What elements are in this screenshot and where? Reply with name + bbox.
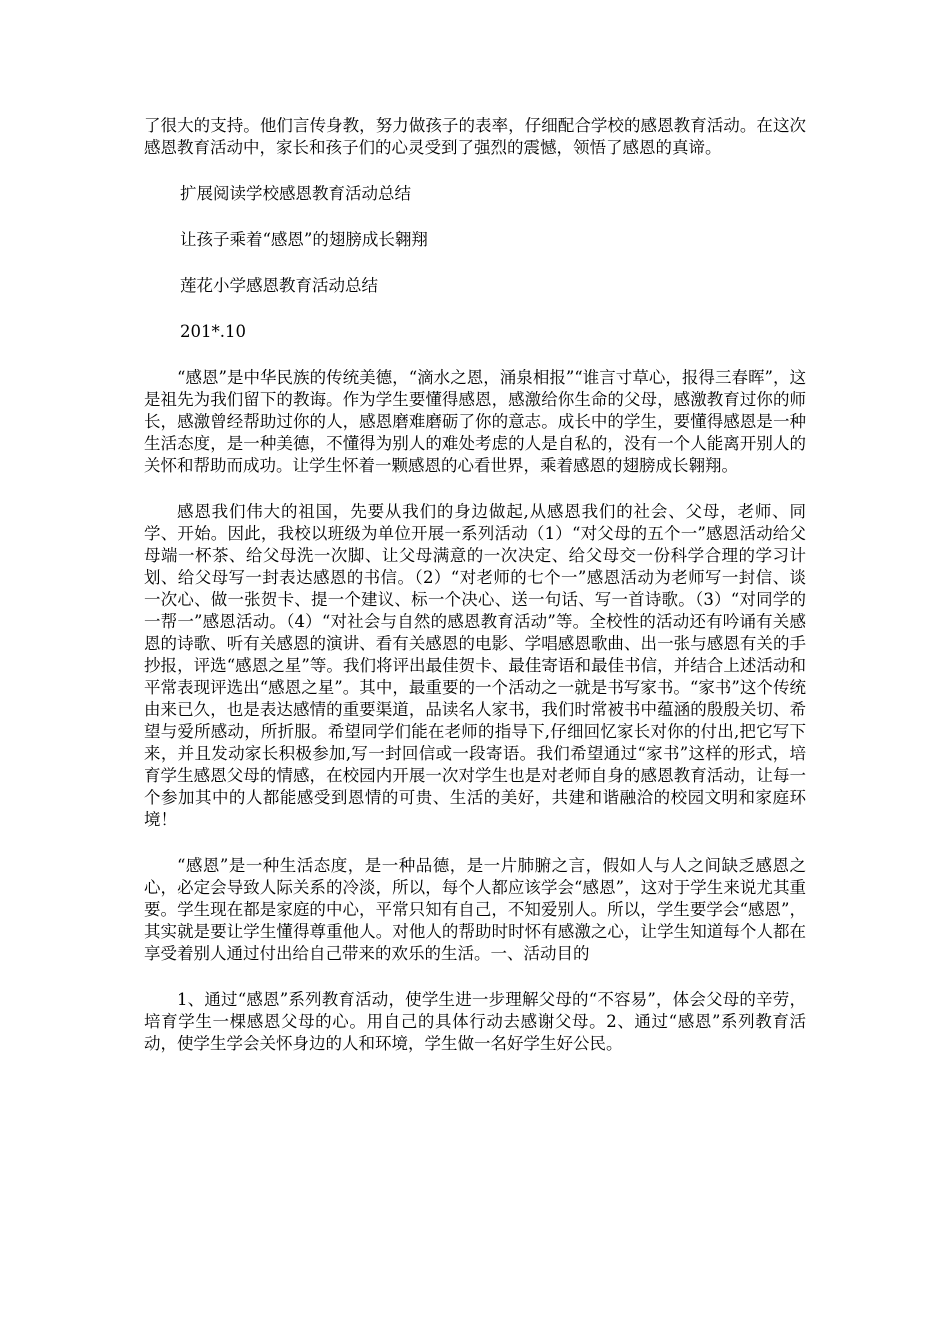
document-title: 莲花小学感恩教育活动总结 bbox=[180, 276, 378, 295]
document-subtitle: 让孩子乘着“感恩”的翅膀成长翱翔 bbox=[180, 230, 428, 249]
intro-paragraph: 了很大的支持。他们言传身教，努力做孩子的表率，仔细配合学校的感恩教育活动。在这次感恩教育活动中，家长和孩子们的心灵受到了强烈的震憾，领悟了感恩的真谛。 bbox=[144, 116, 806, 157]
body-paragraph: 感恩我们伟大的祖国，先要从我们的身边做起,从感恩我们的社会、父母，老师、同学、开始。因此，我校以班级为单位开展一系列活动（1）“对父母的五个一”感恩活动给父母端一杯茶、给父母洗一次脚、让父母满意的一次决定、给父母交一份科学合理的学习计划、给父母写一封表达感恩的书信。（2）“对老师的七个一”感恩活动为老师写一封信、谈一次心、做一张贺卡、提一个建议、标一个决心、送一句话、写一首诗歌。（3）“对同学的一帮一”感恩活动。（4）“对社会与自然的感恩教育活动”等。全校性的活动还有吟诵有关感恩的诗歌、听有关感恩的演讲、看有关感恩的电影、学唱感恩歌曲、出一张与感恩有关的手抄报，评选“感恩之星”等。我们将评出最佳贺卡、最佳寄语和最佳书信，并结合上述活动和平常表现评选出“感恩之星”。其中，最重要的一个活动之一就是书写家书。“家书”这个传统由来已久，也是表达感情的重要渠道，品读名人家书，我们时常被书中蕴涵的殷殷关切、希望与爱所感动，所折服。希望同学们能在老师的指导下,仔细回忆家长对你的付出,把它写下来，并且发动家长积极参加,写一封回信或一段寄语。我们希望通过“家书”这样的形式，培育学生感恩父母的情感，在校园内开展一次对学生也是对老师自身的感恩教育活动，让每一个参加其中的人都能感受到恩情的可贵、生活的美好，共建和谐融洽的校园文明和家庭环境！ bbox=[144, 502, 806, 829]
body-paragraph: “感恩”是一种生活态度，是一种品德，是一片肺腑之言，假如人与人之间缺乏感恩之心，必定会导致人际关系的冷淡，所以，每个人都应该学会“感恩”，这对于学生来说尤其重要。学生现在都是家庭的中心，平常只知有自己，不知爱别人。所以，学生要学会“感恩”，其实就是要让学生懂得尊重他人。对他人的帮助时时怀有感激之心，让学生知道每个人都在享受着别人通过付出给自己带来的欢乐的生活。一、活动目的 bbox=[144, 856, 806, 963]
extended-reading-heading: 扩展阅读学校感恩教育活动总结 bbox=[180, 184, 411, 203]
document-date: 201*.10 bbox=[180, 322, 246, 341]
body-paragraph: “感恩”是中华民族的传统美德，“滴水之恩，涌泉相报”“谁言寸草心，报得三春晖”，这是祖先为我们留下的教诲。作为学生要懂得感恩，感激给你生命的父母，感激教育过你的师长，感激曾经帮助过你的人，感恩磨难磨砺了你的意志。成长中的学生，要懂得感恩是一种生活态度，是一种美德，不懂得为别人的难处考虑的人是自私的，没有一个人能离开别人的关怀和帮助而成功。让学生怀着一颗感恩的心看世界，乘着感恩的翅膀成长翱翔。 bbox=[144, 368, 806, 475]
document-body bbox=[144, 115, 806, 1055]
body-paragraph: 1、通过“感恩”系列教育活动，使学生进一步理解父母的“不容易”，体会父母的辛劳，培育学生一棵感恩父母的心。用自己的具体行动去感谢父母。2、通过“感恩”系列教育活动，使学生学会关怀身边的人和环境，学生做一名好学生好公民。 bbox=[144, 990, 806, 1053]
